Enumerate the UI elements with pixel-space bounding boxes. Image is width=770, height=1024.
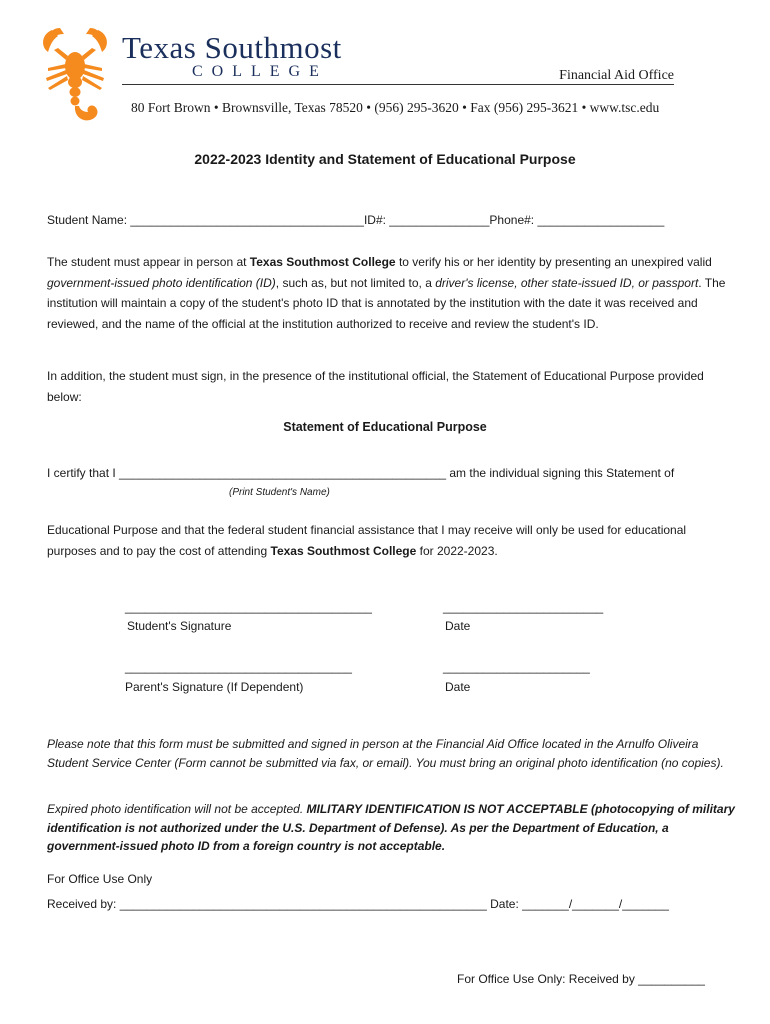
- student-date-field[interactable]: ________________________: [443, 600, 604, 614]
- parent-date-field[interactable]: ______________________: [443, 660, 590, 674]
- college-name: Texas Southmost: [122, 30, 342, 65]
- identity-paragraph: The student must appear in person at Texas Southmost College to verify his or her identity by presenting an unexpired valid government-issued photo identification (ID), such as, but not limited to, a driver's license, other state-issued ID, or passport. The institution will maintain a copy of the student's photo ID that is annotated by the institution with the date it was received and reviewed, and the name of the official at the institution authorized to receive and review the student's ID.: [47, 255, 726, 331]
- footer-office-use: For Office Use Only: Received by __________: [457, 972, 705, 986]
- print-name-caption: (Print Student's Name): [229, 487, 330, 498]
- signature-instruction-paragraph: In addition, the student must sign, in the presence of the institutional official, the Statement of Educational Purpose provided below:: [47, 369, 704, 404]
- college-subtitle: COLLEGE: [192, 63, 328, 80]
- statement-heading: Statement of Educational Purpose: [283, 420, 487, 434]
- header-divider: [122, 84, 674, 85]
- certify-line[interactable]: I certify that I _________________________________________________ am the individual signing this Statement of: [47, 466, 675, 480]
- contact-address: 80 Fort Brown • Brownsville, Texas 78520 • (956) 295-3620 • Fax (956) 295-3621 • www.tsc.edu: [131, 100, 660, 115]
- page-title: 2022-2023 Identity and Statement of Educational Purpose: [194, 151, 576, 167]
- student-signature-field[interactable]: _____________________________________: [125, 600, 372, 614]
- parent-date-label: Date: [445, 680, 471, 694]
- office-name: Financial Aid Office: [559, 68, 674, 83]
- received-by-line[interactable]: Received by: _______________________________________________________ Date: _______/_______/_______: [47, 897, 669, 911]
- submission-notice: Please note that this form must be submitted and signed in person at the Financial Aid Office located in the Arnulfo Oliveira Student Service Center (Form cannot be submitted via fax, or email). You must bring an original photo identification (no copies).: [47, 737, 724, 770]
- office-use-heading: For Office Use Only: [47, 872, 153, 886]
- student-info-line[interactable]: Student Name: ___________________________________ID#: _______________Phone#: ___________________: [47, 213, 665, 227]
- parent-signature-label: Parent's Signature (If Dependent): [125, 680, 304, 694]
- scorpion-logo-icon: [38, 24, 120, 124]
- student-signature-label: Student's Signature: [127, 619, 232, 633]
- parent-signature-field[interactable]: __________________________________: [125, 660, 352, 674]
- student-date-label: Date: [445, 619, 471, 633]
- id-requirements-notice: Expired photo identification will not be accepted. MILITARY IDENTIFICATION IS NOT ACCEPTABLE (photocopying of military identification is not authorized under the U.S. Department of Defense). As per the Department of Education, a government-issued photo ID from a foreign country is not acceptable.: [47, 802, 735, 853]
- certification-paragraph: Educational Purpose and that the federal student financial assistance that I may receive will only be used for educational purposes and to pay the cost of attending Texas Southmost College for 2022-2023.: [47, 523, 687, 558]
